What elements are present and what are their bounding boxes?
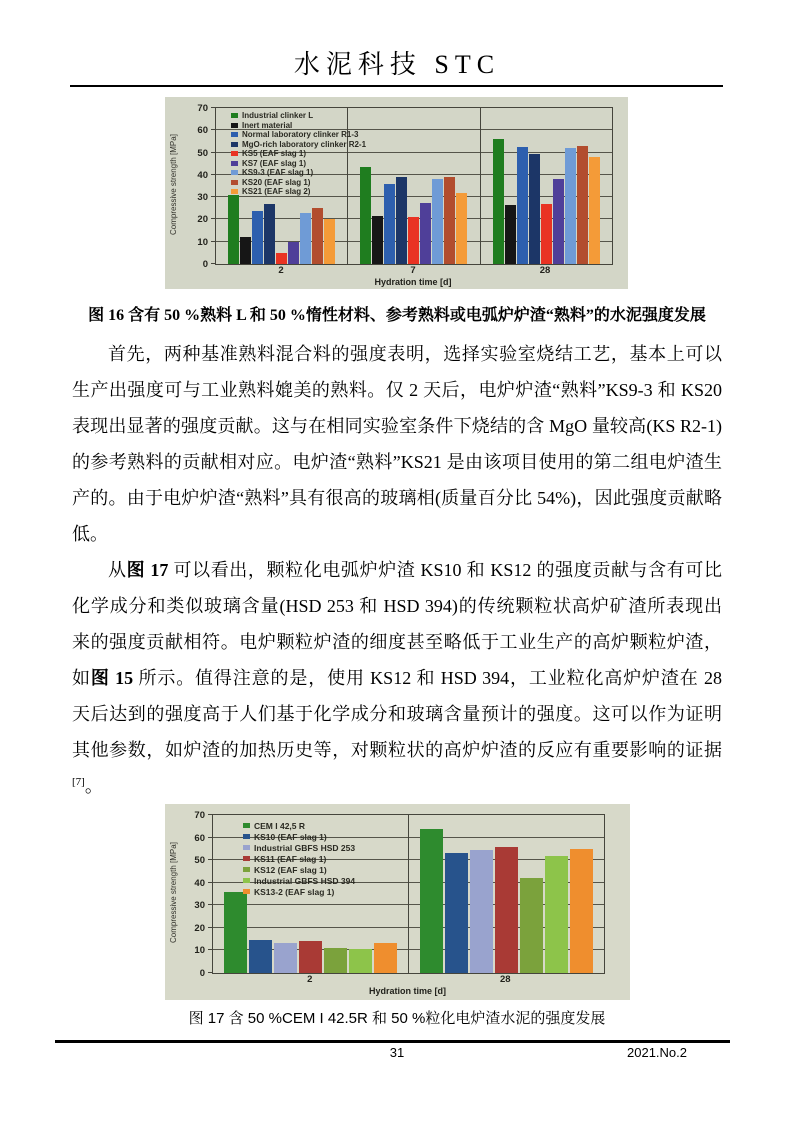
body-text-segment: 生产出强度可与工业熟料媲美的熟料。仅 2 天后，电炉炉渣“熟料”KS9-3 和 KS20 [72, 380, 722, 400]
body-line [72, 732, 722, 768]
x-axis-title: Hydration time [d] [368, 986, 446, 996]
bar [274, 943, 297, 973]
legend-swatch [243, 856, 250, 861]
bar [228, 195, 239, 264]
legend-swatch [231, 189, 238, 194]
bar [505, 205, 516, 264]
bar [396, 177, 407, 264]
legend-swatch [231, 142, 238, 147]
bar [553, 179, 564, 264]
bar [300, 213, 311, 264]
legend-item [231, 149, 366, 159]
legend-swatch [243, 867, 250, 872]
y-tick-label: 30 [194, 900, 205, 912]
bar-group [348, 108, 480, 264]
bar [240, 237, 251, 264]
legend-item [231, 187, 366, 197]
legend-item [231, 140, 366, 150]
body-text-segment: 所示。值得注意的是，使用 KS12 和 HSD 394，工业粒化高炉炉渣在 28 [133, 668, 723, 688]
legend-swatch [231, 123, 238, 128]
y-axis-label: Compressive strength [MPa] [169, 842, 178, 944]
bar [324, 948, 347, 973]
legend-swatch [231, 151, 238, 156]
legend-item [231, 159, 366, 169]
y-tick-label: 20 [197, 214, 208, 226]
body-text-segment: 产的。由于电炉炉渣“熟料”具有很高的玻璃相(质量百分比 54%)，因此强度贡献略 [72, 488, 722, 508]
y-tick-label: 40 [194, 877, 205, 889]
legend-swatch [243, 889, 250, 894]
legend-item [243, 853, 355, 864]
reference-superscript: [7] [72, 776, 85, 788]
body-line [72, 624, 722, 660]
bar [420, 203, 431, 264]
body-text-segment: 图 17 [126, 560, 169, 580]
y-tick-label: 20 [194, 922, 205, 934]
legend-swatch [243, 878, 250, 883]
bar [570, 849, 593, 973]
bar [589, 157, 600, 264]
body-text-segment: 低。 [72, 524, 108, 544]
body-text-segment: 表现出显著的强度贡献。这与在相同实验室条件下烧结的含 MgO 量较高(KS R2-1) [72, 416, 722, 436]
body-text-segment: 如 [72, 668, 91, 688]
bar [249, 940, 272, 973]
bar [545, 856, 568, 973]
legend-swatch [231, 180, 238, 185]
bar [577, 146, 588, 264]
y-tick-label: 10 [197, 236, 208, 248]
x-tick-labels [215, 265, 611, 276]
legend-item [231, 178, 366, 188]
legend-label: Industrial GBFS HSD 253 [254, 842, 356, 853]
body-line [72, 480, 722, 516]
body-line [72, 552, 722, 588]
legend-label: Normal laboratory clinker R1-3 [242, 130, 359, 140]
body-line [72, 588, 722, 624]
chart-legend [243, 820, 355, 897]
bar [456, 193, 467, 264]
body-line [72, 408, 722, 444]
bar [493, 139, 504, 264]
plot-area [194, 810, 605, 979]
legend-item [243, 831, 355, 842]
bar [445, 853, 468, 973]
legend-item [243, 875, 355, 886]
legend-item [243, 820, 355, 831]
bar [432, 179, 443, 264]
bar [495, 847, 518, 973]
bar [299, 941, 322, 973]
legend-swatch [231, 170, 238, 175]
bar [224, 892, 247, 973]
legend-label: Industrial clinker L [242, 111, 314, 121]
legend-label: CEM I 42,5 R [254, 820, 306, 831]
body-line [72, 444, 722, 480]
legend-label: KS7 (EAF slag 1) [242, 158, 307, 168]
bar [288, 242, 299, 264]
x-tick-label: 28 [499, 974, 511, 985]
figure17-strength-chart [165, 804, 630, 1000]
body-text-segment: 可以看出，颗粒化电弧炉炉渣 KS10 和 KS12 的强度贡献与含有可比 [168, 560, 723, 580]
legend-swatch [231, 113, 238, 118]
y-tick-label: 10 [194, 945, 205, 957]
legend-item [231, 121, 366, 131]
figure16-strength-chart [165, 97, 628, 289]
bar [384, 184, 395, 264]
legend-item [243, 886, 355, 897]
x-tick-label: 2 [307, 974, 313, 985]
y-tick-label: 60 [197, 125, 208, 137]
page-header-title: 水泥科技 STC [293, 50, 501, 79]
bar [517, 147, 528, 264]
figure17-caption: 图 17 含 50 %CEM I 42.5R 和 50 %粒化电炉渣水泥的强度发展 [188, 1010, 606, 1027]
y-tick-label: 70 [194, 810, 205, 821]
body-text-segment: 从 [108, 560, 127, 580]
legend-swatch [243, 845, 250, 850]
y-tick-label: 30 [197, 192, 208, 204]
legend-item [231, 111, 366, 121]
legend-label: KS20 (EAF slag 1) [242, 177, 311, 187]
body-text-segment: 首先，两种基准熟料混合料的强度表明，选择实验室烧结工艺，基本上可以 [108, 344, 722, 364]
body-line [72, 660, 722, 696]
footer-divider [55, 1040, 730, 1043]
bar [372, 216, 383, 264]
bar-group [481, 108, 612, 264]
bar [324, 219, 335, 264]
bar [541, 204, 552, 264]
bar [420, 829, 443, 973]
bar-group [409, 815, 604, 973]
body-line [72, 372, 722, 408]
x-axis-title: Hydration time [d] [374, 277, 452, 287]
legend-label: KS21 (EAF slag 2) [242, 187, 311, 197]
body-line [72, 768, 722, 804]
bar [374, 943, 397, 973]
legend-swatch [243, 823, 250, 828]
x-tick-label: 28 [539, 265, 551, 276]
body-text-segment: 来的强度贡献相符。电炉颗粒炉渣的细度甚至略低于工业生产的高炉颗粒炉渣， [72, 632, 722, 652]
bar [252, 211, 263, 264]
body-text-segment: 天后达到的强度高于人们基于化学成分和玻璃含量预计的强度。这可以作为证明 [72, 704, 722, 724]
footer-page-number: 31 [389, 1045, 405, 1060]
bar [276, 253, 287, 264]
bar [312, 208, 323, 264]
y-tick-label: 40 [197, 169, 208, 181]
legend-label: KS9-3 (EAF slag 1) [242, 168, 314, 178]
bar [444, 177, 455, 264]
legend-label: KS10 (EAF slag 1) [254, 831, 327, 842]
y-tick-label: 60 [194, 832, 205, 844]
legend-swatch [231, 132, 238, 137]
y-tick-label: 0 [202, 259, 208, 270]
bar [470, 850, 493, 973]
body-text-segment: 。 [84, 776, 103, 796]
bar [408, 217, 419, 264]
body-text-segment: 图 15 [90, 668, 134, 688]
bar [529, 154, 540, 264]
y-tick-label: 0 [199, 968, 205, 979]
legend-swatch [231, 161, 238, 166]
figure16-caption: 图 16 含有 50 %熟料 L 和 50 %惰性材料、参考熟料或电弧炉炉渣“熟料”的水泥强度发展 [88, 307, 706, 324]
legend-item [231, 168, 366, 178]
body-line [72, 516, 722, 552]
bar [349, 949, 372, 973]
x-tick-labels [212, 974, 603, 985]
legend-label: Inert material [242, 120, 293, 130]
plot-area [197, 103, 613, 270]
legend-label: MgO-rich laboratory clinker R2-1 [242, 139, 367, 149]
body-text-segment: 化学成分和类似玻璃含量(HSD 253 和 HSD 394)的传统颗粒状高炉矿渣所表现出 [72, 596, 722, 616]
legend-label: KS11 (EAF slag 1) [254, 853, 327, 864]
body-text [72, 336, 722, 804]
legend-label: KS5 (EAF slag 1) [242, 149, 307, 159]
bar [264, 204, 275, 264]
body-line [72, 336, 722, 372]
body-text-segment: 的参考熟料的贡献相对应。电炉渣“熟料”KS21 是由该项目使用的第二组电炉渣生 [72, 452, 722, 472]
legend-item [231, 130, 366, 140]
legend-label: KS12 (EAF slag 1) [254, 864, 327, 875]
y-tick-label: 50 [194, 855, 205, 867]
chart-legend [231, 111, 366, 197]
legend-swatch [243, 834, 250, 839]
body-text-segment: 其他参数，如炉渣的加热历史等，对颗粒状的高炉炉渣的反应有重要影响的证据 [72, 740, 722, 760]
bar [520, 878, 543, 973]
y-axis-label: Compressive strength [MPa] [169, 134, 178, 236]
x-tick-label: 7 [410, 265, 416, 276]
legend-label: KS13-2 (EAF slag 1) [254, 886, 335, 897]
bar [565, 148, 576, 264]
body-line [72, 696, 722, 732]
y-tick-label: 70 [197, 103, 208, 114]
header-divider [70, 85, 723, 87]
legend-item [243, 842, 355, 853]
footer-issue: 2021.No.2 [627, 1045, 687, 1060]
y-tick-label: 50 [197, 147, 208, 159]
legend-item [243, 864, 355, 875]
legend-label: Industrial GBFS HSD 394 [254, 875, 356, 886]
x-tick-label: 2 [278, 265, 284, 276]
